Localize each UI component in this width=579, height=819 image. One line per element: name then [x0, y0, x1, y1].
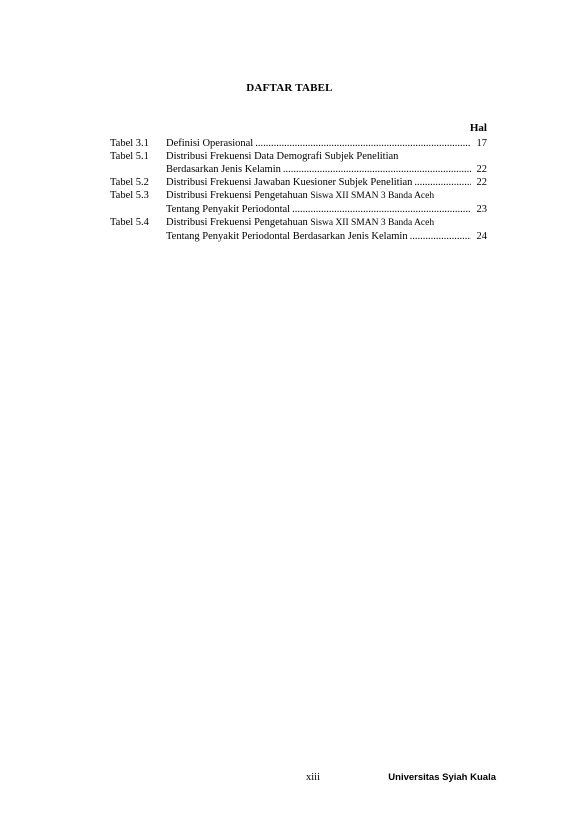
- footer-university: Universitas Syiah Kuala: [388, 772, 496, 783]
- table-title-main: Distribusi Frekuensi Pengetahuan: [166, 190, 308, 201]
- table-number: Tabel 5.1: [110, 151, 149, 162]
- table-title-small: Siswa XII SMAN 3 Banda Aceh: [310, 191, 435, 201]
- toc-entry[interactable]: [110, 189, 487, 216]
- table-title: [166, 216, 487, 230]
- page-number: 22: [476, 164, 487, 175]
- table-title: Distribusi Frekuensi Data Demografi Subjek Penelitian: [166, 151, 399, 162]
- page-number: 17: [476, 138, 487, 149]
- page-number: 24: [476, 231, 487, 242]
- toc-entry[interactable]: [110, 150, 487, 176]
- toc-line: [166, 203, 487, 216]
- toc-entry[interactable]: [110, 137, 487, 150]
- toc-line: [166, 137, 487, 150]
- table-title-small: Siswa XII SMAN 3 Banda Aceh: [310, 218, 435, 228]
- table-title: Definisi Operasional: [166, 138, 254, 149]
- dot-leader: [410, 230, 471, 243]
- table-number: Tabel 5.2: [110, 177, 149, 188]
- dot-leader: [292, 203, 471, 216]
- toc-line: [166, 176, 487, 189]
- table-title-continued: Tentang Penyakit Periodontal: [166, 204, 291, 215]
- table-number: Tabel 5.4: [110, 217, 149, 228]
- dot-leader: [414, 176, 471, 189]
- dot-leader: [255, 137, 471, 150]
- toc-line: [166, 163, 487, 176]
- page-number: 22: [476, 177, 487, 188]
- toc-entry[interactable]: [110, 216, 487, 243]
- footer-page-number: xiii: [306, 772, 321, 783]
- table-title-continued: Berdasarkan Jenis Kelamin: [166, 164, 281, 175]
- table-title: [166, 189, 487, 203]
- table-of-tables: [110, 137, 487, 243]
- toc-line: [166, 230, 487, 243]
- dot-leader: [283, 163, 471, 176]
- page-number: 23: [476, 204, 487, 215]
- toc-entry[interactable]: [110, 176, 487, 189]
- page-column-header: Hal: [469, 122, 487, 134]
- table-title: Distribusi Frekuensi Jawaban Kuesioner Subjek Penelitian: [166, 177, 413, 188]
- table-number: Tabel 5.3: [110, 190, 149, 201]
- table-number: Tabel 3.1: [110, 138, 149, 149]
- table-title-continued: Tentang Penyakit Periodontal Berdasarkan Jenis Kelamin: [166, 231, 408, 242]
- table-title-main: Distribusi Frekuensi Pengetahuan: [166, 217, 308, 228]
- page-title: DAFTAR TABEL: [246, 82, 333, 94]
